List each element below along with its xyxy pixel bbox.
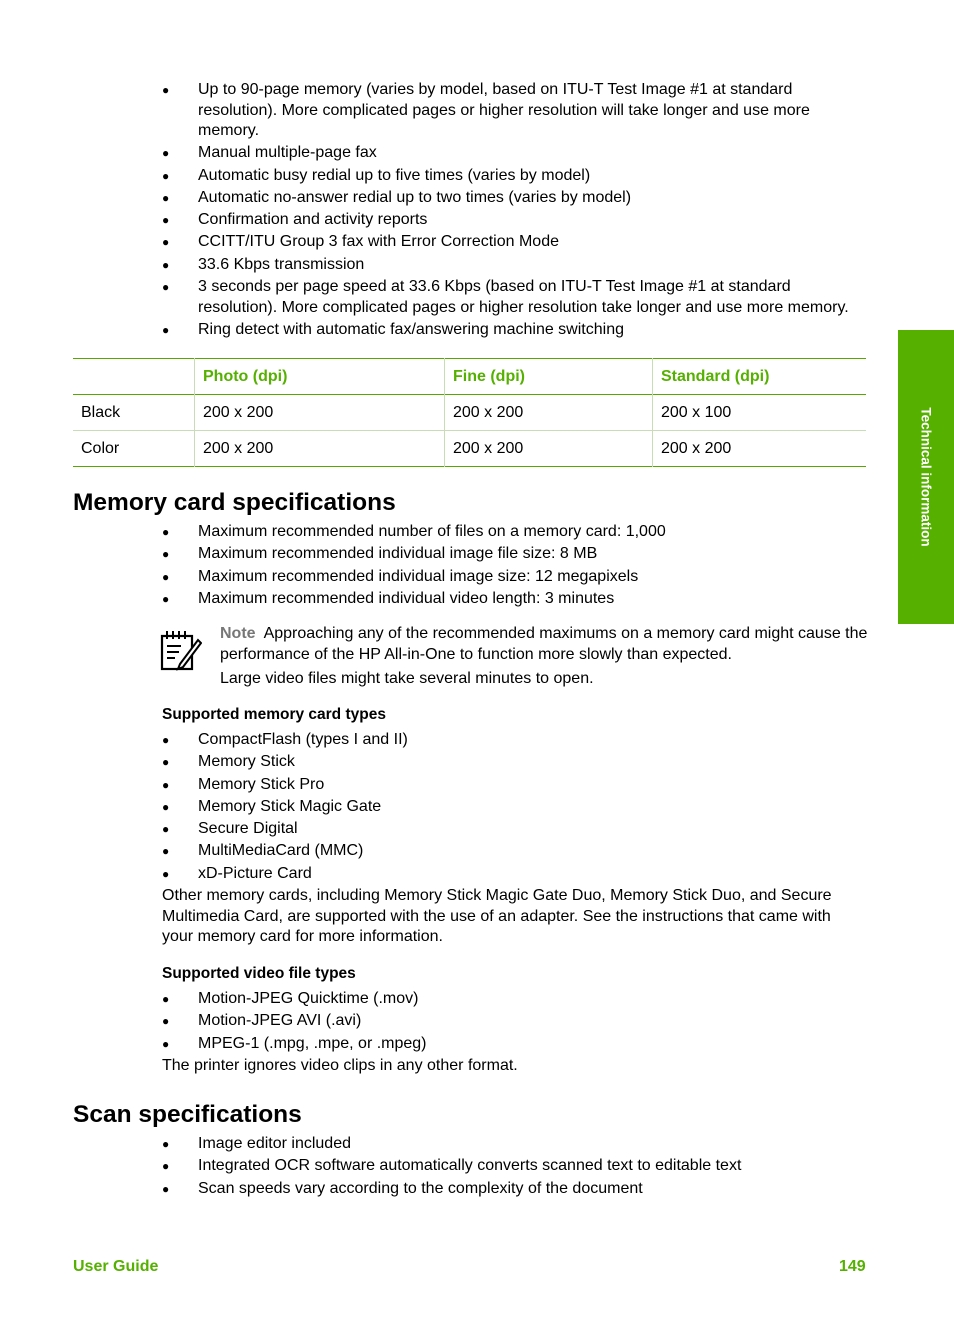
fax-resolution-table bbox=[73, 358, 866, 467]
table-header-cell: Fine (dpi) bbox=[445, 359, 653, 395]
list-item: ● Motion-JPEG AVI (.avi) bbox=[162, 1011, 872, 1032]
list-item: ● 33.6 Kbps transmission bbox=[162, 255, 872, 276]
list-item: ● MPEG-1 (.mpg, .mpe, or .mpeg) bbox=[162, 1034, 872, 1055]
table-header-cell: Standard (dpi) bbox=[653, 359, 867, 395]
list-item: ● 3 seconds per page speed at 33.6 Kbps (based on ITU-T Test Image #1 at standard resolution). More complicated pages or higher resolution take longer and use more memory. bbox=[162, 277, 872, 318]
page-number: 149 bbox=[839, 1258, 866, 1275]
scan-list bbox=[162, 1134, 872, 1201]
list-item: ● Confirmation and activity reports bbox=[162, 210, 872, 231]
list-item: ● Ring detect with automatic fax/answering machine switching bbox=[162, 320, 872, 341]
table-cell: 200 x 200 bbox=[445, 395, 653, 431]
list-item: ● Secure Digital bbox=[162, 819, 872, 840]
list-item: ● Up to 90-page memory (varies by model, based on ITU-T Test Image #1 at standard resolution). More complicated pages or higher resolution will take longer and use more memory. bbox=[162, 80, 872, 142]
list-item: ● Integrated OCR software automatically converts scanned text to editable text bbox=[162, 1156, 872, 1177]
side-tab bbox=[898, 330, 954, 624]
list-item: ● Memory Stick Pro bbox=[162, 775, 872, 796]
table-cell: 200 x 200 bbox=[195, 395, 445, 431]
list-item: ● Manual multiple-page fax bbox=[162, 143, 872, 164]
note-label: Note bbox=[220, 625, 256, 642]
list-item: ● Maximum recommended individual video length: 3 minutes bbox=[162, 589, 872, 610]
list-item: ● Scan speeds vary according to the complexity of the document bbox=[162, 1179, 872, 1200]
list-item: ● MultiMediaCard (MMC) bbox=[162, 841, 872, 862]
note-text: Approaching any of the recommended maximums on a memory card might cause the performance of the HP All-in-One to function more slowly than expected. bbox=[220, 625, 868, 663]
table-cell: Color bbox=[81, 439, 120, 457]
table-row bbox=[73, 431, 866, 467]
list-item: ● Maximum recommended individual image file size: 8 MB bbox=[162, 544, 872, 565]
note-icon bbox=[160, 628, 202, 672]
table-header-row bbox=[73, 359, 866, 395]
video-note-paragraph: The printer ignores video clips in any other format. bbox=[162, 1057, 518, 1074]
video-types-heading: Supported video file types bbox=[162, 965, 356, 982]
table-header-cell: Photo (dpi) bbox=[195, 359, 445, 395]
scan-heading: Scan specifications bbox=[73, 1101, 302, 1128]
side-tab-label: Technical information bbox=[918, 407, 934, 547]
memory-card-list bbox=[162, 522, 872, 611]
list-item: ● xD-Picture Card bbox=[162, 864, 872, 885]
card-types-heading: Supported memory card types bbox=[162, 706, 386, 723]
table-cell: 200 x 200 bbox=[445, 431, 653, 467]
table-cell: Black bbox=[81, 403, 121, 421]
list-item: ● CompactFlash (types I and II) bbox=[162, 730, 872, 751]
table-cell: 200 x 200 bbox=[653, 431, 867, 467]
list-item: ● Motion-JPEG Quicktime (.mov) bbox=[162, 989, 872, 1010]
list-item: ● Memory Stick Magic Gate bbox=[162, 797, 872, 818]
footer-title: User Guide bbox=[73, 1258, 159, 1275]
table-header-cell bbox=[73, 359, 195, 395]
table-cell: 200 x 100 bbox=[653, 395, 867, 431]
memory-card-heading: Memory card specifications bbox=[73, 489, 396, 516]
note-paragraph bbox=[220, 624, 870, 665]
list-item: ● Automatic busy redial up to five times (varies by model) bbox=[162, 166, 872, 187]
list-item: ● Automatic no-answer redial up to two times (varies by model) bbox=[162, 188, 872, 209]
other-cards-paragraph: Other memory cards, including Memory Stick Magic Gate Duo, Memory Stick Duo, and Secure Multimedia Card, are supported with the use of an adapter. See the instructions that came with your memory card for more information. bbox=[162, 887, 832, 945]
list-item: ● CCITT/ITU Group 3 fax with Error Correction Mode bbox=[162, 232, 872, 253]
list-item: ● Memory Stick bbox=[162, 752, 872, 773]
fax-features-list bbox=[162, 80, 872, 342]
video-types-list bbox=[162, 989, 872, 1056]
note-block bbox=[220, 624, 870, 690]
list-item: ● Maximum recommended individual image size: 12 megapixels bbox=[162, 567, 872, 588]
table-cell: 200 x 200 bbox=[195, 431, 445, 467]
list-item: ● Image editor included bbox=[162, 1134, 872, 1155]
card-types-list bbox=[162, 730, 872, 886]
table-row bbox=[73, 395, 866, 431]
note-text-secondary: Large video files might take several minutes to open. bbox=[220, 670, 594, 687]
list-item: ● Maximum recommended number of files on a memory card: 1,000 bbox=[162, 522, 872, 543]
